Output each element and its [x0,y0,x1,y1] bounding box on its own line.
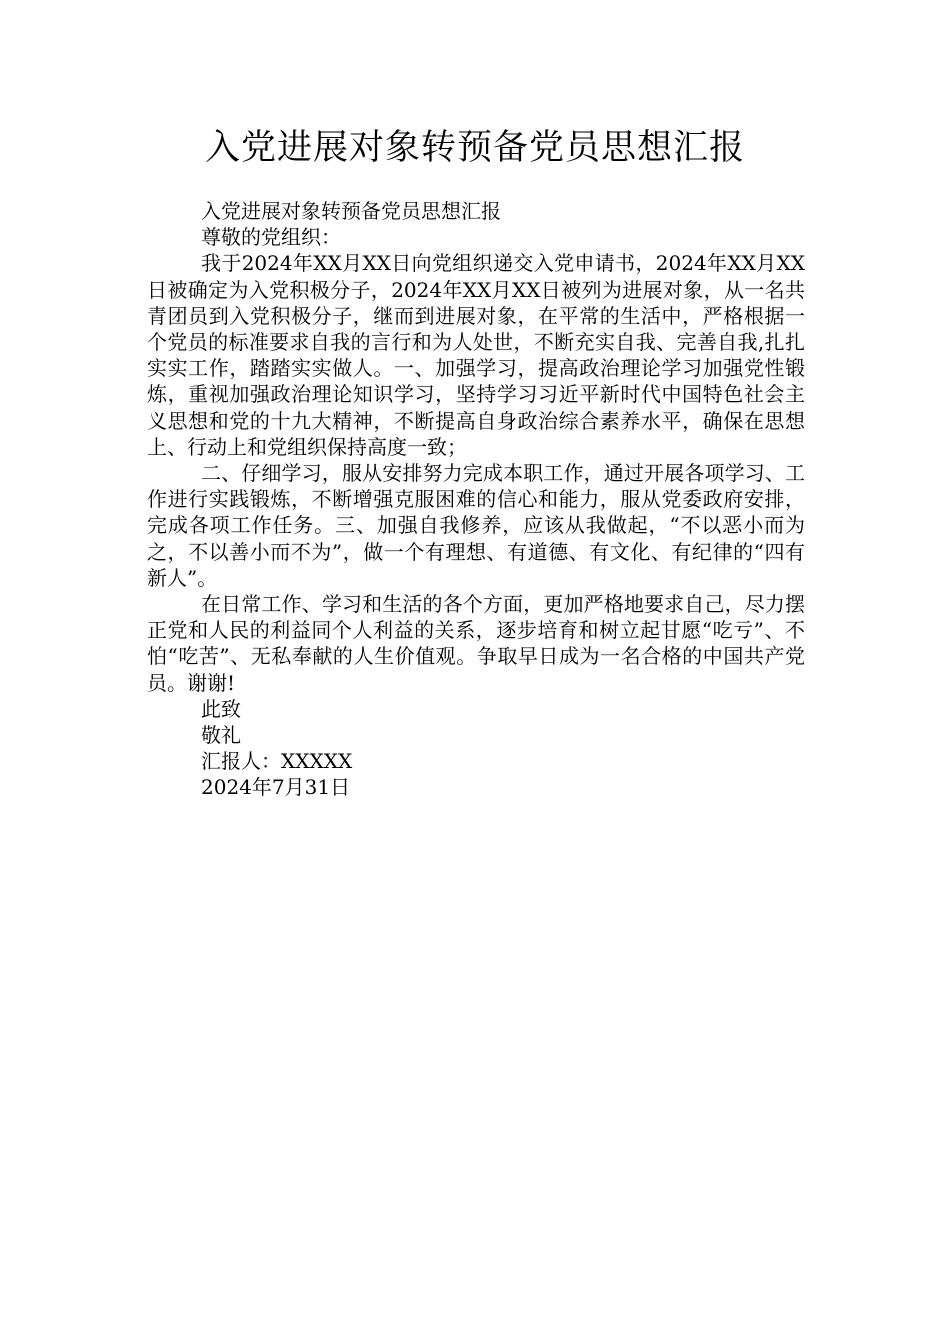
reporter-signature: 汇报人：XXXXX [201,749,353,774]
body-paragraph-2: 二、仔细学习，服从安排努力完成本职工作，通过开展各项学习、工作进行实践锻炼，不断增强克服困难的信心和能力，服从党委政府安排，完成各项工作任务。三、加强自我修养，应该从我做起，“不以恶小而为之，不以善小而不为”，做一个有理想、有道德、有文化、有纪律的“四有新人”。 [147,461,805,590]
closing-line-1: 此致 [201,696,241,721]
salutation: 尊敬的党组织： [201,225,341,250]
document-subtitle: 入党进展对象转预备党员思想汇报 [201,199,501,223]
body-paragraph-1: 我于2024年XX月XX日向党组织递交入党申请书，2024年XX月XX日被确定为入党积极分子，2024年XX月XX日被列为进展对象，从一名共青团员到入党积极分子，继而到进展对象，在平常的生活中，严格根据一个党员的标准要求自我的言行和为人处世，不断充实自我、完善自我,扎扎实实工作，踏踏实实做人。一、加强学习，提高政治理论学习加强党性锻炼，重视加强政治理论知识学习，坚持学习习近平新时代中国特色社会主义思想和党的十九大精神，不断提高自身政治综合素养水平，确保在思想上、行动上和党组织保持高度一致； [147,251,805,459]
document-body [147,198,805,801]
document-title: 入党进展对象转预备党员思想汇报 [204,128,745,168]
closing-line-2: 敬礼 [201,723,241,748]
report-date: 2024年7月31日 [201,775,351,800]
body-paragraph-3: 在日常工作、学习和生活的各个方面，更加严格地要求自己，尽力摆正党和人民的利益同个人利益的关系，逐步培育和树立起甘愿“吃亏”、不怕“吃苦”、无私奉献的人生价值观。争取早日成为一名合格的中国共产党员。谢谢! [147,592,805,695]
